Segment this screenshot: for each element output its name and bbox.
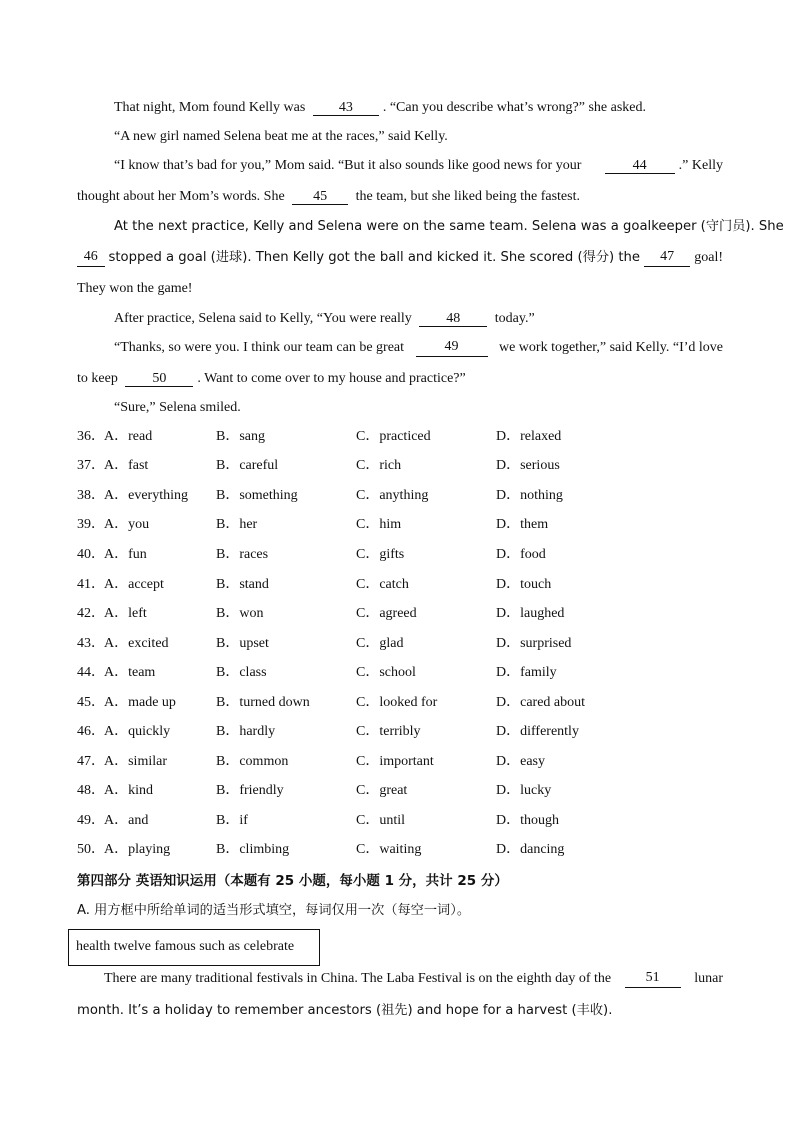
section-heading: 第四部分 英语知识运用（本题有 25 小题，每小题 1 分，共计 25 分） (77, 873, 508, 889)
option-b[interactable]: B．friendly (216, 783, 284, 798)
question-number: 41． (77, 577, 105, 592)
question-number: 42． (77, 606, 105, 621)
option-a[interactable]: A．fun (104, 547, 147, 562)
question-number: 46． (77, 724, 105, 739)
question-number: 39． (77, 517, 105, 532)
question-number: 38． (77, 488, 105, 503)
option-b[interactable]: B．class (216, 665, 267, 680)
question-row (77, 546, 723, 564)
option-d[interactable]: D．them (496, 517, 549, 532)
option-d[interactable]: D．nothing (496, 488, 563, 503)
option-b[interactable]: B．climbing (216, 842, 290, 857)
option-b[interactable]: B．won (216, 606, 264, 621)
passage-line-43: That night, Mom found Kelly was 43 . “Can you describe what’s wrong?” she asked. (114, 100, 647, 115)
option-c[interactable]: C．until (356, 813, 406, 828)
option-c[interactable]: C．catch (356, 577, 409, 592)
option-d[interactable]: D．easy (496, 754, 545, 769)
question-row (77, 753, 723, 771)
question-row (77, 723, 723, 741)
option-d[interactable]: D．cared about (496, 695, 586, 710)
section-instruction: A. 用方框中所给单词的适当形式填空，每词仅用一次（每空一词）。 (77, 903, 471, 918)
passage-line-44: “I know that’s bad for you,” Mom said. “But it also sounds like good news for your 44 .” Kelly (114, 158, 723, 173)
question-row (77, 694, 723, 712)
passage-line-4c: They won the game! (77, 281, 193, 296)
passage-line-45: thought about her Mom’s words. She 45 the team, but she liked being the fastest. (77, 189, 580, 204)
option-c[interactable]: C．school (356, 665, 416, 680)
passage2-line-51: There are many traditional festivals in China. The Laba Festival is on the eighth day of the 51 lunar (104, 970, 723, 986)
passage-line-48: After practice, Selena said to Kelly, “You were really 48 today.” (114, 311, 535, 326)
option-c[interactable]: C．rich (356, 458, 402, 473)
blank-49[interactable]: 49 (416, 339, 488, 357)
blank-45[interactable]: 45 (292, 189, 348, 205)
question-number: 45． (77, 695, 105, 710)
option-c[interactable]: C．practiced (356, 429, 431, 444)
blank-43[interactable]: 43 (313, 100, 379, 116)
option-a[interactable]: A．you (104, 517, 150, 532)
question-number: 36． (77, 429, 105, 444)
option-a[interactable]: A．made up (104, 695, 176, 710)
option-b[interactable]: B．races (216, 547, 269, 562)
option-c[interactable]: C．gifts (356, 547, 405, 562)
option-b[interactable]: B．upset (216, 636, 269, 651)
option-c[interactable]: C．waiting (356, 842, 422, 857)
option-a[interactable]: A．excited (104, 636, 169, 651)
option-b[interactable]: B．her (216, 517, 258, 532)
question-number: 47． (77, 754, 105, 769)
option-a[interactable]: A．and (104, 813, 149, 828)
blank-44[interactable]: 44 (605, 158, 675, 174)
option-d[interactable]: D．relaxed (496, 429, 562, 444)
option-c[interactable]: C．great (356, 783, 408, 798)
question-row (77, 664, 723, 682)
passage-line-7: “Sure,” Selena smiled. (114, 400, 241, 415)
option-a[interactable]: A．everything (104, 488, 188, 503)
question-row (77, 782, 723, 800)
question-number: 48． (77, 783, 105, 798)
question-row (77, 841, 723, 859)
option-a[interactable]: A．kind (104, 783, 153, 798)
option-b[interactable]: B．turned down (216, 695, 310, 710)
question-row (77, 576, 723, 594)
option-b[interactable]: B．if (216, 813, 248, 828)
word-box: health twelve famous such as celebrate (68, 929, 320, 966)
option-a[interactable]: A．playing (104, 842, 171, 857)
question-row (77, 487, 723, 505)
question-row (77, 457, 723, 475)
option-c[interactable]: C．terribly (356, 724, 421, 739)
blank-51[interactable]: 51 (625, 970, 681, 988)
question-number: 37． (77, 458, 105, 473)
question-row (77, 605, 723, 623)
option-b[interactable]: B．stand (216, 577, 269, 592)
option-c[interactable]: C．important (356, 754, 434, 769)
option-b[interactable]: B．hardly (216, 724, 276, 739)
passage-line-49: “Thanks, so were you. I think our team can be great 49 we work together,” said Kelly. “I’d love (114, 339, 723, 355)
question-number: 44． (77, 665, 105, 680)
option-d[interactable]: D．serious (496, 458, 560, 473)
option-b[interactable]: B．common (216, 754, 289, 769)
question-number: 43． (77, 636, 105, 651)
question-number: 49． (77, 813, 105, 828)
option-a[interactable]: A．similar (104, 754, 167, 769)
option-d[interactable]: D．surprised (496, 636, 572, 651)
option-b[interactable]: B．careful (216, 458, 279, 473)
option-a[interactable]: A．accept (104, 577, 164, 592)
option-a[interactable]: A．fast (104, 458, 149, 473)
passage-line-4a: At the next practice, Kelly and Selena were on the same team. Selena was a goalkeeper (守门员). She (114, 219, 784, 234)
question-row (77, 812, 723, 830)
option-c[interactable]: C．him (356, 517, 402, 532)
option-d[interactable]: D．touch (496, 577, 552, 592)
option-d[interactable]: D．family (496, 665, 557, 680)
question-row (77, 428, 723, 446)
option-c[interactable]: C．looked for (356, 695, 438, 710)
option-d[interactable]: D．dancing (496, 842, 565, 857)
option-d[interactable]: D．differently (496, 724, 579, 739)
passage-line-2: “A new girl named Selena beat me at the races,” said Kelly. (114, 129, 448, 144)
option-c[interactable]: C．glad (356, 636, 404, 651)
option-c[interactable]: C．agreed (356, 606, 417, 621)
option-b[interactable]: B．sang (216, 429, 265, 444)
option-d[interactable]: D．lucky (496, 783, 552, 798)
option-c[interactable]: C．anything (356, 488, 429, 503)
option-a[interactable]: A．team (104, 665, 156, 680)
blank-50[interactable]: 50 (125, 371, 193, 387)
option-a[interactable]: A．quickly (104, 724, 171, 739)
question-number: 40． (77, 547, 105, 562)
option-d[interactable]: D．food (496, 547, 546, 562)
question-row (77, 635, 723, 653)
option-d[interactable]: D．laughed (496, 606, 565, 621)
blank-48[interactable]: 48 (419, 311, 487, 327)
blank-46[interactable]: 46 (77, 249, 105, 267)
question-row (77, 516, 723, 534)
blank-47[interactable]: 47 (644, 249, 690, 267)
option-a[interactable]: A．left (104, 606, 147, 621)
option-b[interactable]: B．something (216, 488, 298, 503)
passage2-line-2: month. It’s a holiday to remember ancestors (祖先) and hope for a harvest (丰收). (77, 1003, 613, 1018)
option-a[interactable]: A．read (104, 429, 153, 444)
option-d[interactable]: D．though (496, 813, 559, 828)
passage-line-46-47: 46 stopped a goal (进球). Then Kelly got the ball and kicked it. She scored (得分) the 47 goal! (77, 249, 723, 267)
question-number: 50． (77, 842, 105, 857)
passage-line-50: to keep 50 . Want to come over to my house and practice?” (77, 371, 466, 386)
